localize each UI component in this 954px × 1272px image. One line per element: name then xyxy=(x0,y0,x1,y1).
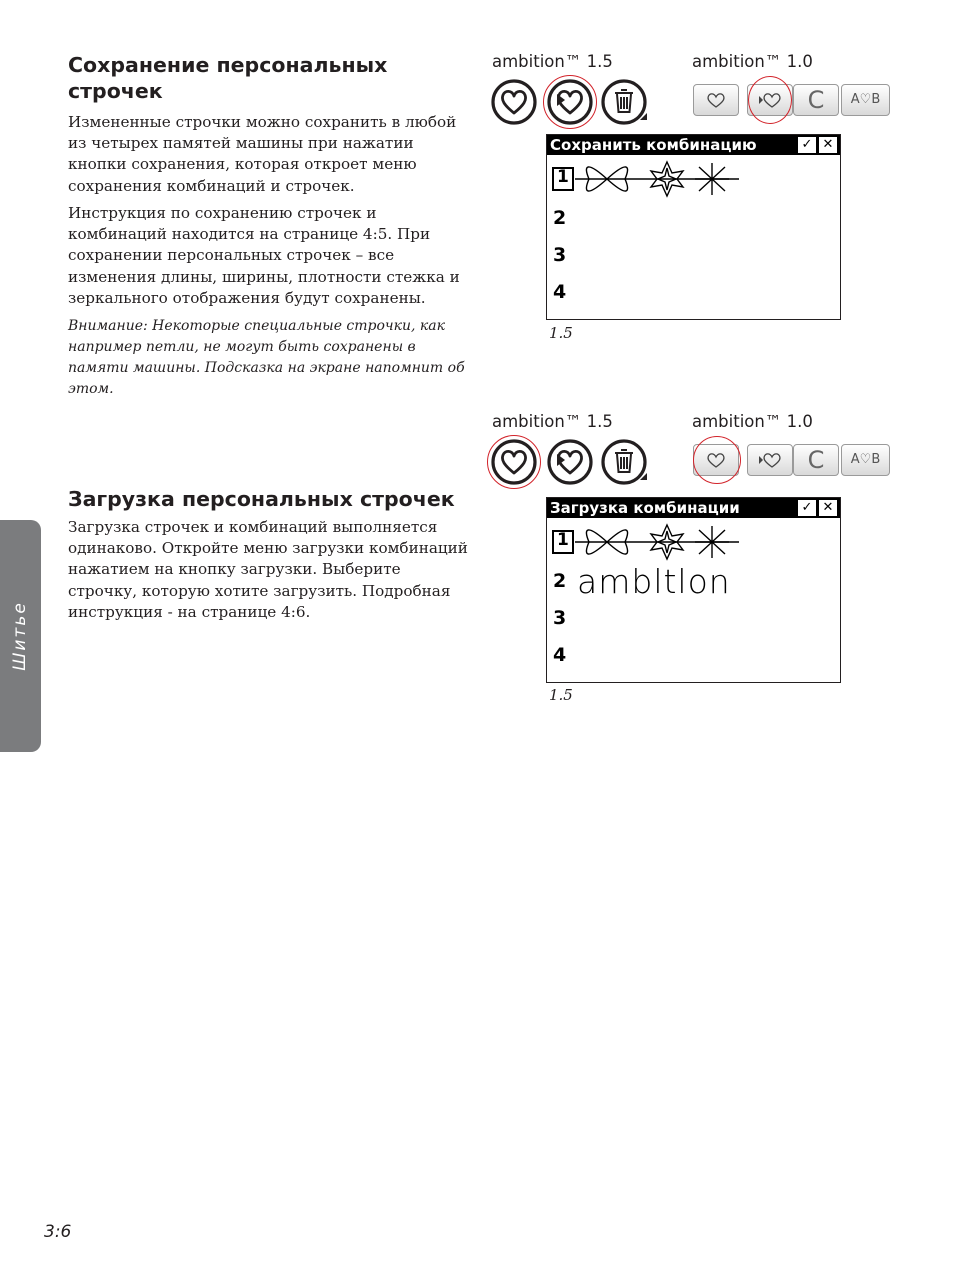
page-number: 3:6 xyxy=(44,1222,72,1242)
save-figure-model-10-label: ambition™ 1.0 xyxy=(692,52,813,71)
trash-icon xyxy=(615,450,633,472)
slot-number: 2 xyxy=(553,207,567,229)
ab-button[interactable]: A♡B xyxy=(841,84,890,116)
slot-number: 4 xyxy=(553,644,567,666)
heart-icon xyxy=(694,85,738,115)
save-heart-button[interactable] xyxy=(490,78,538,126)
load-heart-arrow-button[interactable] xyxy=(546,438,594,486)
close-button[interactable]: ✕ xyxy=(819,137,837,153)
slot-number: 1 xyxy=(557,167,569,187)
load-rect-highlight-ring xyxy=(693,436,741,484)
load-figure-caption: 1.5 xyxy=(549,686,573,704)
save-note: Внимание: Некоторые специальные строчки, как например петли, не могут быть сохранены в памяти машины. Подсказка на экране напомнит об этом. xyxy=(68,318,465,397)
save-screen-title xyxy=(547,135,840,155)
slot-number: 4 xyxy=(553,281,567,303)
slot-number: 3 xyxy=(553,244,567,266)
ok-button[interactable]: ✓ xyxy=(798,137,816,153)
save-figure-model-15-label: ambition™ 1.5 xyxy=(492,52,613,71)
load-paragraph-1: Загрузка строчек и комбинаций выполняется одинаково. Откройте меню загрузки комбинаций нажатием на кнопку загрузки. Выберите строчку, которую хотите загрузить. Подробная инструкция - на странице 4:6. xyxy=(68,518,468,621)
load-delete-button[interactable] xyxy=(600,438,650,488)
slot-number: 2 xyxy=(553,570,567,592)
clear-button[interactable]: C xyxy=(793,84,839,116)
save-paragraph-1: Измененные строчки можно сохранить в любой из четырех памятей машины при нажатии кнопки сохранения, которая откроет меню сохранения комбинаций и строчек. xyxy=(68,113,457,195)
close-button[interactable]: ✕ xyxy=(819,500,837,516)
save-combination-screen xyxy=(546,134,841,320)
slot-number: 3 xyxy=(553,607,567,629)
ok-button[interactable]: ✓ xyxy=(798,500,816,516)
save-highlight-ring xyxy=(543,75,597,129)
slot-2-text: ambltlon xyxy=(577,562,731,601)
save-figure-caption: 1.5 xyxy=(549,324,573,342)
side-tab-label: Шитье xyxy=(10,601,30,671)
save-paragraph-2: Инструкция по сохранению строчек и комбинаций находится на странице 4:5. При сохранении персональных строчек – все изменения длины, ширины, плотности стежка и зеркального отображения будут сохранены. xyxy=(68,204,460,307)
load-ab-button[interactable]: A♡B xyxy=(841,444,890,476)
save-rect-highlight-ring xyxy=(748,76,792,124)
save-screen-title-text: Сохранить комбинацию xyxy=(550,136,757,154)
load-screen-title-text: Загрузка комбинации xyxy=(550,499,740,517)
stitch-pattern-icons xyxy=(575,159,741,201)
delete-button[interactable] xyxy=(600,78,650,128)
load-figure-model-10-label: ambition™ 1.0 xyxy=(692,412,813,431)
load-combination-screen xyxy=(546,497,841,683)
save-heart-rect-button[interactable] xyxy=(693,84,739,116)
slot-number: 1 xyxy=(557,530,569,550)
stitch-pattern-icons xyxy=(575,522,741,564)
load-section-title: Загрузка персональных строчек xyxy=(68,487,455,511)
load-screen-title xyxy=(547,498,840,518)
load-clear-button[interactable]: C xyxy=(793,444,839,476)
save-section-title: Сохранение персональных строчек xyxy=(68,53,388,103)
load-highlight-ring xyxy=(487,435,541,489)
load-load-rect-button[interactable] xyxy=(747,444,793,476)
load-figure-model-15-label: ambition™ 1.5 xyxy=(492,412,613,431)
heart-arrow-icon xyxy=(748,445,792,475)
trash-icon xyxy=(615,90,633,112)
